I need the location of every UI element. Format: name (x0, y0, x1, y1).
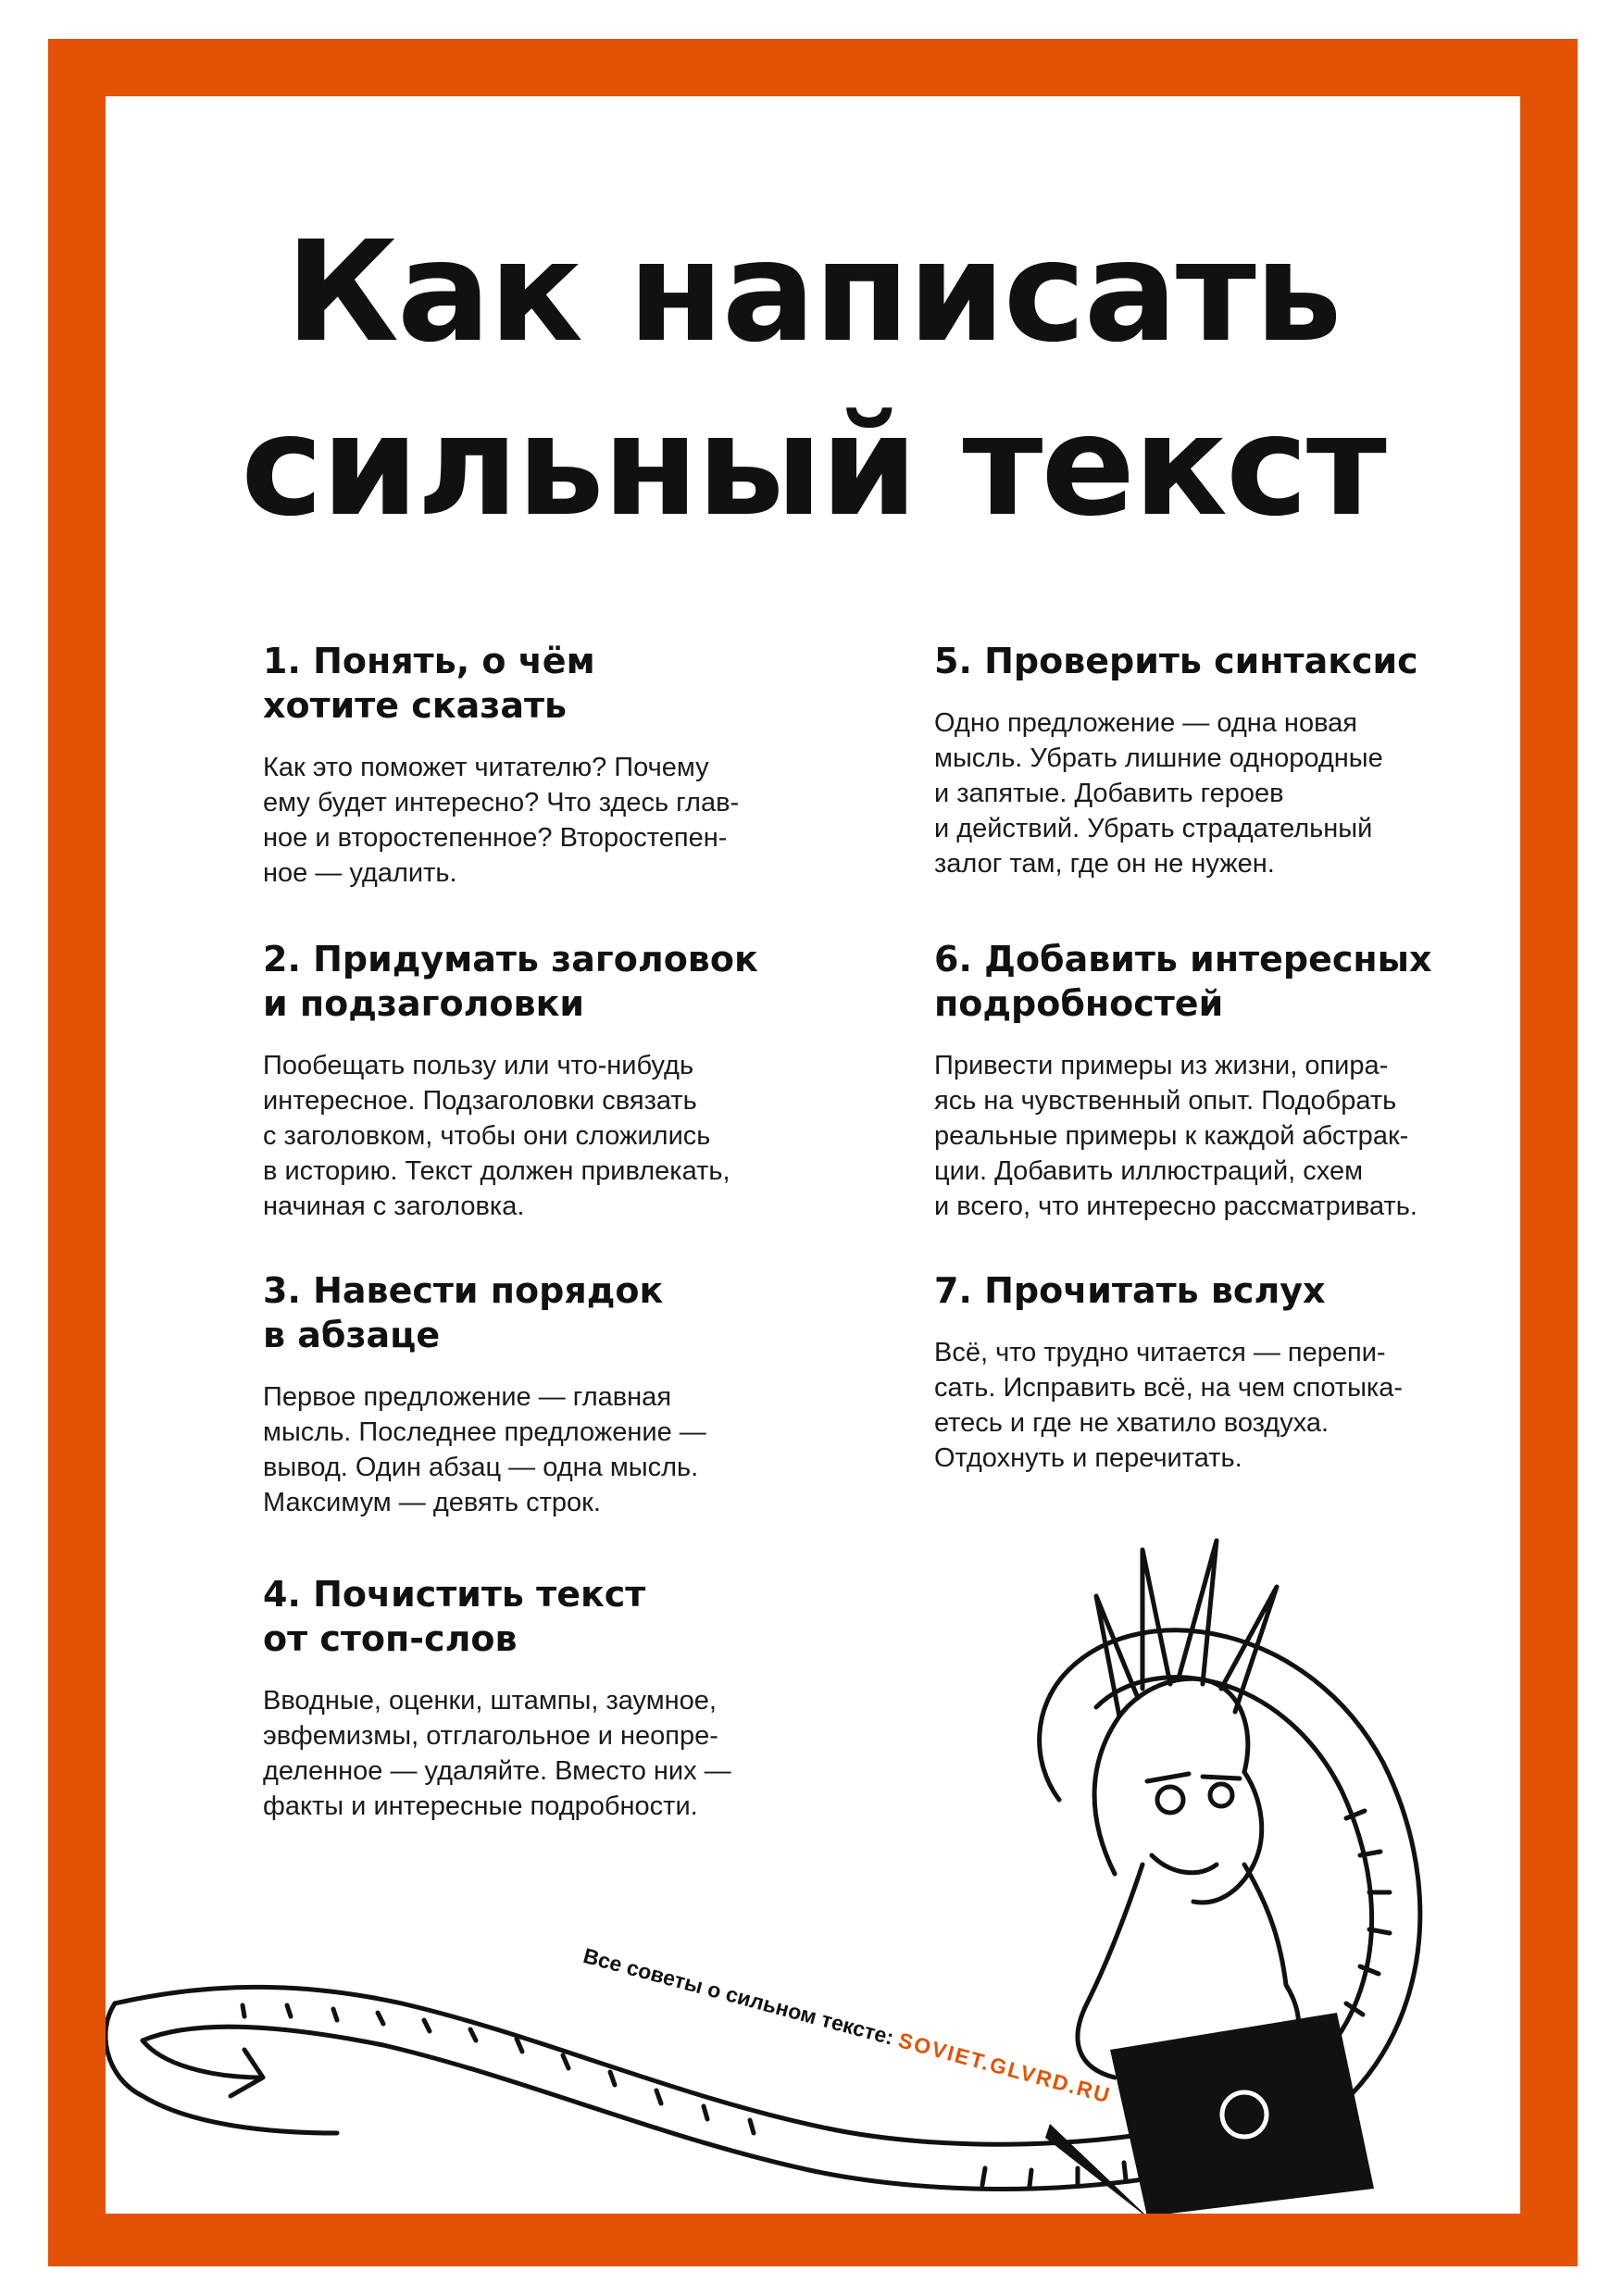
title-line-1: Как написать (285, 212, 1341, 373)
tip-4-heading: 4. Почистить текст от стоп-слов (263, 1574, 646, 1659)
tip-1-body: Как это поможет читателю? Почему ему будет интересно? Что здесь глав- ное и второстепенное? Второстепен- ное — удалить. (263, 753, 740, 888)
footer-link[interactable]: SOVIET.GLVRD.RU (895, 2028, 1114, 2108)
tip-1-heading: 1. Понять, о чём хотите сказать (263, 641, 595, 726)
orange-frame (48, 39, 1578, 2266)
tip-3-body: Первое предложение — главная мысль. Последнее предложение — вывод. Один абзац — одна мысль. Максимум — девять строк. (263, 1382, 706, 1517)
tip-7 (934, 1268, 1520, 1476)
footer-note-text: Все советы о сильном тексте: (581, 1943, 903, 2052)
poster-title (106, 206, 1520, 554)
tip-2 (263, 937, 855, 1224)
tip-7-heading: 7. Прочитать вслух (934, 1270, 1326, 1311)
tip-5-heading: 5. Проверить синтаксис (934, 641, 1418, 681)
tip-6-heading: 6. Добавить интересных подробностей (934, 939, 1432, 1024)
tip-6-body: Привести примеры из жизни, опира- ясь на чувственный опыт. Подобрать реальные примеры к каждой абстрак- ции. Добавить иллюстраций, схем и всего, что интересно рассматривать. (934, 1051, 1417, 1221)
tip-5 (934, 639, 1520, 881)
tip-3-heading: 3. Навести порядок в абзаце (263, 1270, 664, 1355)
tip-4-body: Вводные, оценки, штампы, заумное, эвфемизмы, отглагольное и неопре- деленное — удаляйте. Вместо них — факты и интересные подробности. (263, 1686, 731, 1821)
dragon-illustration (106, 1485, 1520, 2214)
tip-6 (934, 937, 1520, 1224)
tip-7-body: Всё, что трудно читается — перепи- сать. Исправить всё, на чем спотыка- етесь и где не хватило воздуха. Отдохнуть и перечитать. (934, 1338, 1404, 1473)
poster (106, 96, 1520, 2214)
title-line-2: сильный текст (241, 386, 1385, 547)
tip-2-heading: 2. Придумать заголовок и подзаголовки (263, 939, 758, 1024)
tip-2-body: Пообещать пользу или что-нибудь интересное. Подзаголовки связать с заголовком, чтобы они сложились в историю. Текст должен привлекать, начиная с заголовка. (263, 1051, 730, 1221)
tip-3 (263, 1268, 855, 1520)
tip-1 (263, 639, 855, 891)
tip-5-body: Одно предложение — одна новая мысль. Убрать лишние однородные и запятые. Добавить героев и действий. Убрать страдательный залог там, где он не нужен. (934, 708, 1383, 879)
